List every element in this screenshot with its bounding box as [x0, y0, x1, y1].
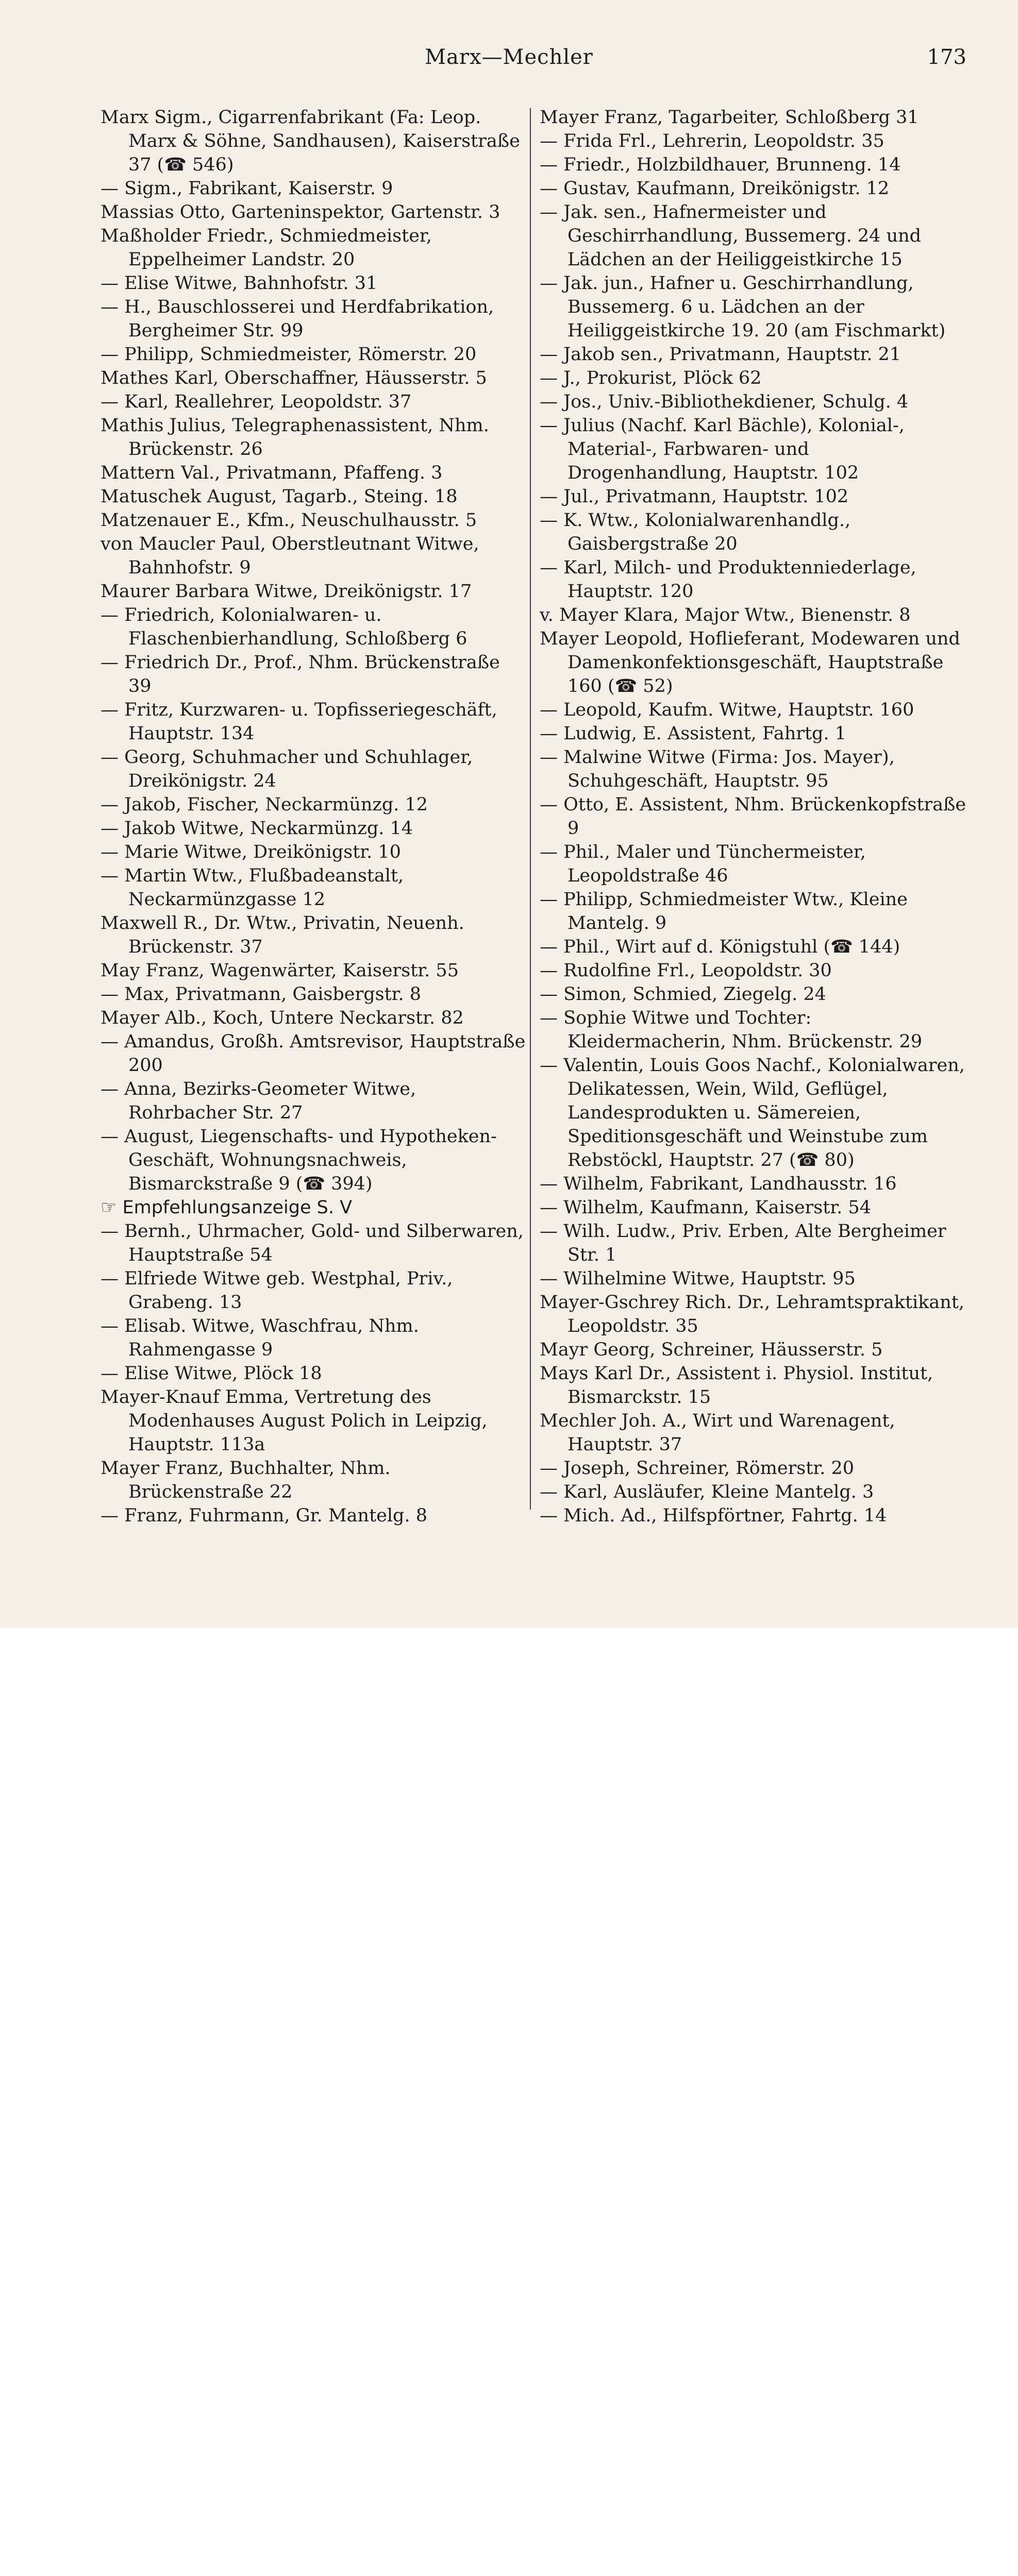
advertisement-reference: ☞ Empfehlungsanzeige S. V	[101, 1197, 353, 1218]
directory-entry: — Leopold, Kaufm. Witwe, Hauptstr. 160	[540, 700, 914, 720]
directory-entry: — Wilhelm, Fabrikant, Landhausstr. 16	[540, 1174, 897, 1194]
directory-entry: — Jak. jun., Hafner u. Geschirrhandlung, Bussemerg. 6 u. Lädchen an der Heiliggeistkirche 19. 20 (am Fischmarkt)	[540, 273, 946, 341]
directory-entry: Mayer-Gschrey Rich. Dr., Lehramtspraktikant, Leopoldstr. 35	[540, 1292, 965, 1336]
directory-entry: — Jul., Privatmann, Hauptstr. 102	[540, 486, 849, 507]
directory-entry: Massias Otto, Garteninspektor, Gartenstr. 3	[101, 202, 500, 223]
directory-entry: — Jakob Witwe, Neckarmünzg. 14	[101, 818, 413, 839]
page-title: Marx—Mechler	[425, 45, 593, 69]
directory-entry: Maxwell R., Dr. Wtw., Privatin, Neuenh. Brückenstr. 37	[101, 913, 464, 957]
directory-entry: — Gustav, Kaufmann, Dreikönigstr. 12	[540, 178, 890, 199]
directory-entry: — Joseph, Schreiner, Römerstr. 20	[540, 1458, 855, 1479]
directory-entry: — Phil., Wirt auf d. Königstuhl (☎ 144)	[540, 937, 900, 957]
directory-entry: — Otto, E. Assistent, Nhm. Brückenkopfstraße 9	[540, 794, 966, 839]
directory-entry: Mayer-Knauf Emma, Vertretung des Modenhauses August Polich in Leipzig, Hauptstr. 113a	[101, 1387, 488, 1455]
directory-entry: — Amandus, Großh. Amtsrevisor, Hauptstraße 200	[101, 1031, 526, 1076]
page-number: 173	[927, 45, 966, 69]
directory-entry: Mathes Karl, Oberschaffner, Häusserstr. 5	[101, 368, 487, 388]
directory-entry: — Frida Frl., Lehrerin, Leopoldstr. 35	[540, 131, 885, 151]
directory-entry: — Karl, Milch- und Produktenniederlage, Hauptstr. 120	[540, 557, 916, 602]
directory-entry: Mattern Val., Privatmann, Pfaffeng. 3	[101, 463, 443, 483]
directory-entry: Mayer Leopold, Hoflieferant, Modewaren und Damenkonfektionsgeschäft, Hauptstraße 160 (☎ 52)	[540, 629, 960, 697]
directory-entry: Mayer Alb., Koch, Untere Neckarstr. 82	[101, 1008, 464, 1028]
directory-entry: Mayer Franz, Buchhalter, Nhm. Brückenstraße 22	[101, 1458, 391, 1502]
directory-entry: — Martin Wtw., Flußbadeanstalt, Neckarmünzgasse 12	[101, 866, 404, 910]
directory-entry: — Rudolfine Frl., Leopoldstr. 30	[540, 960, 832, 981]
directory-entry: — Georg, Schuhmacher und Schuhlager, Dreikönigstr. 24	[101, 747, 473, 791]
directory-entry: Matuschek August, Tagarb., Steing. 18	[101, 486, 458, 507]
directory-entry: — Philipp, Schmiedmeister Wtw., Kleine Mantelg. 9	[540, 889, 908, 934]
directory-entry: Mechler Joh. A., Wirt und Warenagent, Hauptstr. 37	[540, 1411, 895, 1455]
directory-entry: — Elfriede Witwe geb. Westphal, Priv., Grabeng. 13	[101, 1268, 453, 1313]
directory-entry: — Julius (Nachf. Karl Bächle), Kolonial-, Material-, Farbwaren- und Drogenhandlung, Hauptstr. 102	[540, 415, 905, 483]
directory-entry: — Ludwig, E. Assistent, Fahrtg. 1	[540, 723, 846, 744]
viewer-footer	[0, 1628, 1018, 1706]
directory-entry: Mathis Julius, Telegraphenassistent, Nhm. Brückenstr. 26	[101, 415, 489, 460]
directory-entry: — Mich. Ad., Hilfspförtner, Fahrtg. 14	[540, 1505, 887, 1526]
directory-entry: — Jakob, Fischer, Neckarmünzg. 12	[101, 794, 428, 815]
directory-entry: — Karl, Reallehrer, Leopoldstr. 37	[101, 392, 412, 412]
directory-entry: — Anna, Bezirks-Geometer Witwe, Rohrbacher Str. 27	[101, 1079, 416, 1123]
directory-entry: Mayr Georg, Schreiner, Häusserstr. 5	[540, 1340, 883, 1360]
directory-entry: — H., Bauschlosserei und Herdfabrikation, Bergheimer Str. 99	[101, 297, 494, 341]
directory-entry: Maurer Barbara Witwe, Dreikönigstr. 17	[101, 581, 472, 602]
directory-entry: — Jak. sen., Hafnermeister und Geschirrhandlung, Bussemerg. 24 und Lädchen an der Heiliggeistkirche 15	[540, 202, 922, 270]
directory-entry: May Franz, Wagenwärter, Kaiserstr. 55	[101, 960, 459, 981]
directory-entry: — Elise Witwe, Bahnhofstr. 31	[101, 273, 378, 294]
directory-entry: — Karl, Ausläufer, Kleine Mantelg. 3	[540, 1482, 874, 1502]
column-divider	[530, 108, 531, 1510]
right-column	[540, 106, 967, 1528]
directory-entry: — Wilh. Ludw., Priv. Erben, Alte Bergheimer Str. 1	[540, 1221, 946, 1265]
directory-entry: — August, Liegenschafts- und Hypotheken-Geschäft, Wohnungsnachweis, Bismarckstraße 9 (☎ 394)	[101, 1126, 497, 1194]
directory-entry: — Bernh., Uhrmacher, Gold- und Silberwaren, Hauptstraße 54	[101, 1221, 524, 1265]
directory-entry: Maßholder Friedr., Schmiedmeister, Eppelheimer Landstr. 20	[101, 226, 432, 270]
left-column	[101, 106, 528, 1528]
directory-entry: — Malwine Witwe (Firma: Jos. Mayer), Schuhgeschäft, Hauptstr. 95	[540, 747, 895, 791]
directory-entry: v. Mayer Klara, Major Wtw., Bienenstr. 8	[540, 605, 911, 625]
directory-entry: — K. Wtw., Kolonialwarenhandlg., Gaisbergstraße 20	[540, 510, 851, 554]
directory-entry: — Jos., Univ.-Bibliothekdiener, Schulg. 4	[540, 392, 909, 412]
directory-entry: — Friedrich, Kolonialwaren- u. Flaschenbierhandlung, Schloßberg 6	[101, 605, 468, 649]
directory-entry: — Simon, Schmied, Ziegelg. 24	[540, 984, 826, 1005]
directory-entry: Matzenauer E., Kfm., Neuschulhausstr. 5	[101, 510, 477, 531]
directory-entry: — Wilhelm, Kaufmann, Kaiserstr. 54	[540, 1197, 871, 1218]
directory-entry: Mayer Franz, Tagarbeiter, Schloßberg 31	[540, 107, 919, 128]
directory-entry: — Phil., Maler und Tünchermeister, Leopoldstraße 46	[540, 842, 866, 886]
directory-entry: — Marie Witwe, Dreikönigstr. 10	[101, 842, 401, 862]
directory-entry: — Elisab. Witwe, Waschfrau, Nhm. Rahmengasse 9	[101, 1316, 419, 1360]
directory-entry: — Philipp, Schmiedmeister, Römerstr. 20	[101, 344, 477, 365]
directory-entry: — Friedrich Dr., Prof., Nhm. Brückenstraße 39	[101, 652, 500, 697]
directory-entry: — Wilhelmine Witwe, Hauptstr. 95	[540, 1268, 856, 1289]
directory-entry: — J., Prokurist, Plöck 62	[540, 368, 762, 388]
directory-entry: von Maucler Paul, Oberstleutnant Witwe, Bahnhofstr. 9	[101, 534, 479, 578]
directory-entry: — Franz, Fuhrmann, Gr. Mantelg. 8	[101, 1505, 427, 1526]
directory-entry: Marx Sigm., Cigarrenfabrikant (Fa: Leop. Marx & Söhne, Sandhausen), Kaiserstraße 37 (☎ 546)	[101, 107, 520, 175]
directory-entry: — Max, Privatmann, Gaisbergstr. 8	[101, 984, 422, 1005]
directory-entry: — Valentin, Louis Goos Nachf., Kolonialwaren, Delikatessen, Wein, Wild, Geflügel, Landesprodukten u. Sämereien, Speditionsgeschäft und Weinstube zum Rebstöckl, Hauptstr. 27 (☎ 80)	[540, 1055, 965, 1171]
directory-entry: — Sophie Witwe und Tochter: Kleidermacherin, Nhm. Brückenstr. 29	[540, 1008, 923, 1052]
directory-entry: — Elise Witwe, Plöck 18	[101, 1363, 322, 1384]
directory-entry: — Jakob sen., Privatmann, Hauptstr. 21	[540, 344, 902, 365]
directory-entry: — Friedr., Holzbildhauer, Brunneng. 14	[540, 155, 901, 175]
directory-entry: — Sigm., Fabrikant, Kaiserstr. 9	[101, 178, 393, 199]
directory-entry: — Fritz, Kurzwaren- u. Topfisseriegeschäft, Hauptstr. 134	[101, 700, 497, 744]
directory-entry: Mays Karl Dr., Assistent i. Physiol. Institut, Bismarckstr. 15	[540, 1363, 933, 1408]
